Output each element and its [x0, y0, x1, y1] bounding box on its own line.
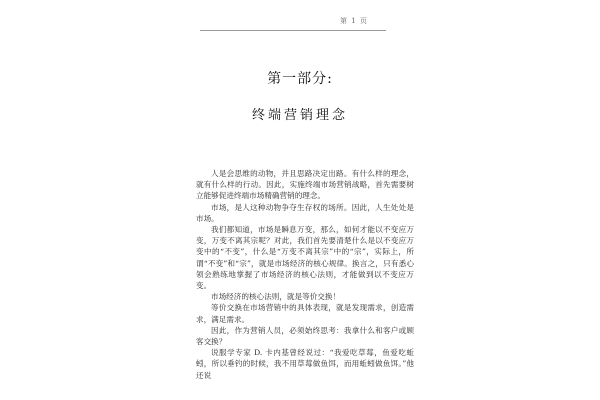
- paragraph: 人是会思维的动物，并且思路决定出路。有什么样的理念，就有什么样的行动。因此，实施终端市场营销战略，首先需要树立能够促进终端市场精确营销的理念。: [196, 169, 414, 201]
- section-subtitle: 终端营销理念: [251, 108, 348, 123]
- paragraph: 我们都知道，市场是瞬息万变，那么，如何才能以不变应万变，万变不离其宗呢？对此，我们首先要清楚什么是以不变应万变中的“不变”，什么是“万变不离其宗”中的“宗”，实际上，所谓“不变”和“宗”，就是市场经济的核心规律。换言之，只有悉心领会熟练地掌握了市场经济的核心法则，才能做到以不变应万变。: [196, 225, 414, 291]
- body-text: [196, 168, 414, 381]
- header-rule: [200, 30, 386, 31]
- page-number-label: 第 1 页: [340, 17, 368, 25]
- paragraph: 市场，是人这种动物争夺生存权的场所。因此，人生处处是市场。: [196, 202, 414, 223]
- paragraph: 因此，作为营销人员，必须始终思考：我拿什么和客户或顾客交换？: [196, 325, 414, 347]
- part-title: 第一部分:: [267, 71, 333, 87]
- paragraph: 等价交换在市场营销中的具体表现，就是发现需求，创造需求，满足需求。: [196, 303, 414, 324]
- paragraph: 市场经济的核心法则，就是等价交换！: [211, 292, 341, 302]
- paragraph: 说服学专家 D. 卡内基曾经说过：“我爱吃草莓，鱼爱吃蚯蚓，所以垂钓的时候，我不用草莓做鱼饵，而用蚯蚓做鱼饵。”他还说: [196, 348, 414, 380]
